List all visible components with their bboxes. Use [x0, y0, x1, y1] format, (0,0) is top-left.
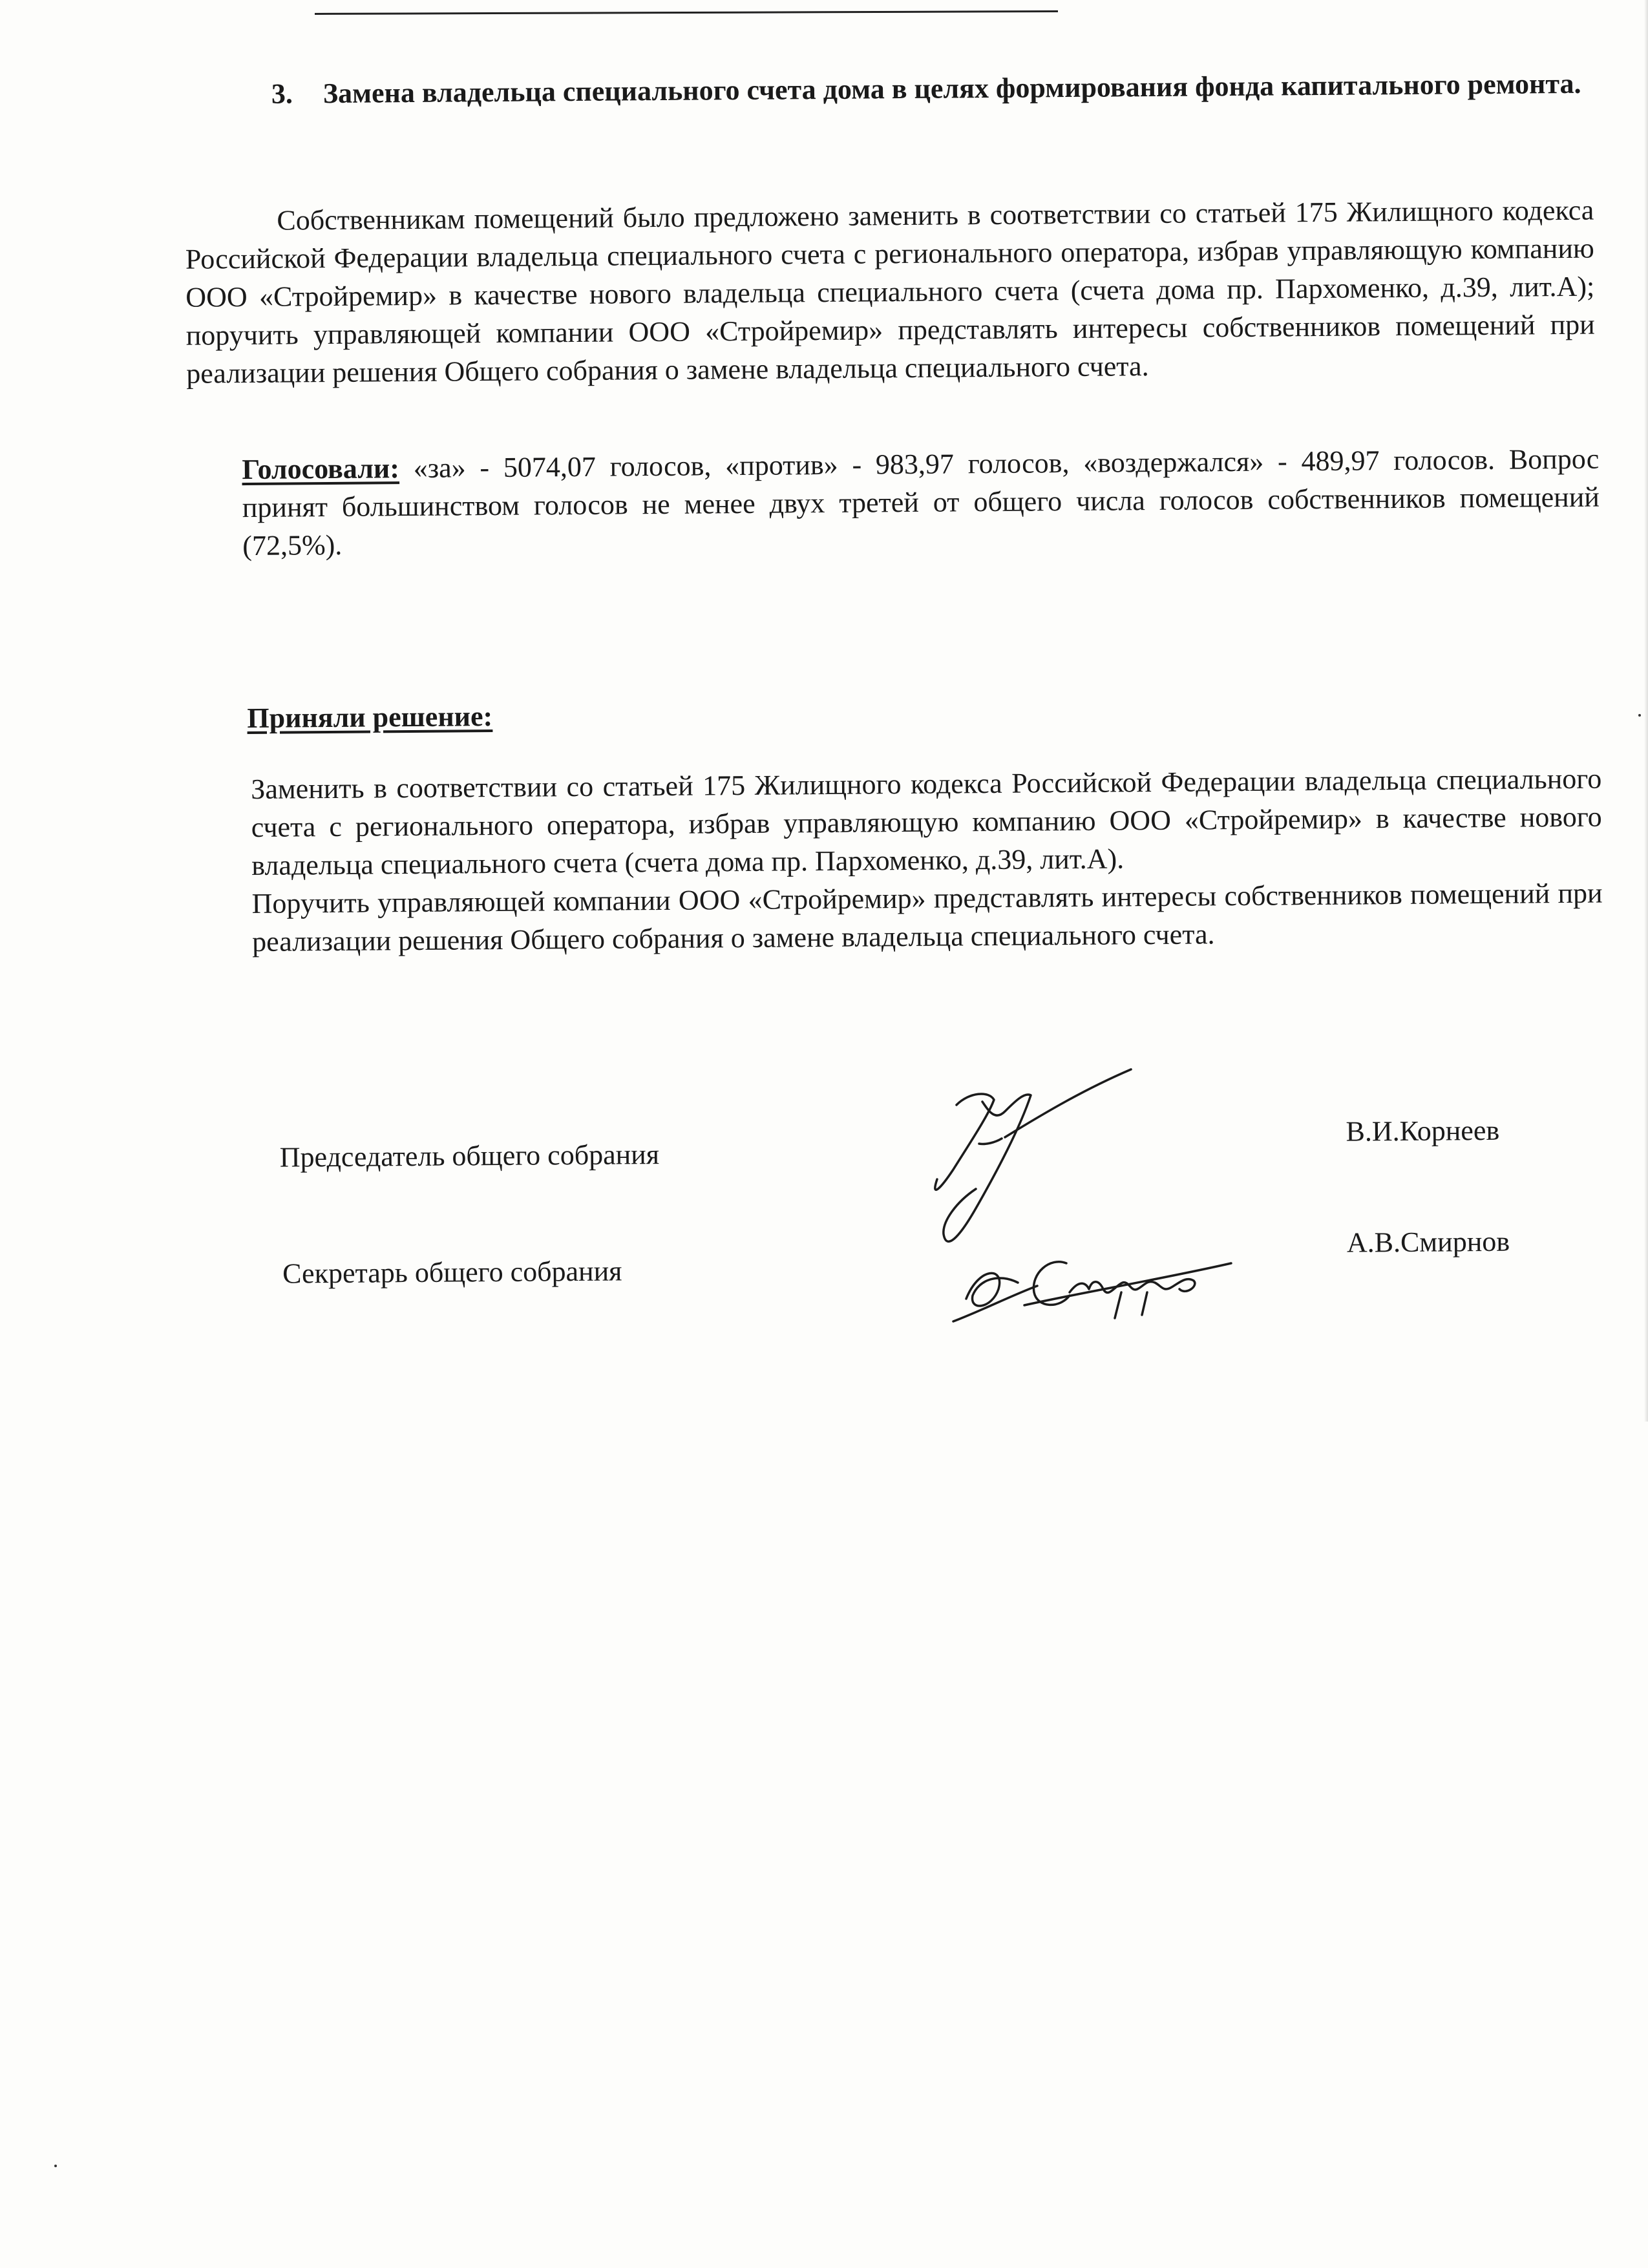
scan-speck	[1638, 714, 1641, 717]
section-heading	[271, 63, 1616, 114]
voting-paragraph	[242, 440, 1600, 565]
secretary-name: А.В.Смирнов	[1346, 1225, 1510, 1259]
intro-paragraph: Собственникам помещений было предложено заменить в соответствии со статьей 175 Жилищного кодекса Российской Федерации владельца специального счета с регионального оператора, избрав управляющую компанию ООО «Стройремир» в качестве нового владельца специального счета (счета дома пр. Пархоменко, д.39, лит.А); поручить управляющей компании ООО «Стройремир» представлять интересы собственников помещений при реализации решения Общего собрания о замене владельца специального счета.	[185, 194, 1595, 390]
decision-paragraph: Поручить управляющей компании ООО «Стройремир» представлять интересы собственников помещений при реализации решения Общего собрания о замене владельца специального счета.	[251, 877, 1603, 958]
scan-speck	[54, 2165, 57, 2167]
decision-block	[251, 760, 1603, 961]
decision-paragraph: Заменить в соответствии со статьей 175 Жилищного кодекса Российской Федерации владельца специального счета с регионального оператора, избрав управляющую компанию ООО «Стройремир» в качестве нового владельца специального счета (счета дома пр. Пархоменко, д.39, лит.А).	[251, 762, 1602, 881]
section-title: Замена владельца специального счета дома в целях формирования фонда капитального ремонта.	[322, 67, 1581, 110]
secretary-signature	[953, 1228, 1251, 1331]
section-number: 3.	[271, 78, 293, 110]
top-divider-line	[315, 10, 1058, 15]
voting-label: Голосовали:	[242, 452, 400, 486]
voting-text: «за» - 5074,07 голосов, «против» - 983,97 голосов, «воздержался» - 489,97 голосов. Вопрос принят большинством голосов не менее двух третей от общего числа голосов собственников помещений (72,5%).	[242, 443, 1600, 562]
scan-edge-shadow	[1644, 0, 1648, 1422]
secretary-role: Секретарь общего собрания	[282, 1255, 622, 1290]
chairman-role: Председатель общего собрания	[279, 1139, 660, 1173]
chairman-name: В.И.Корнеев	[1346, 1114, 1500, 1148]
decision-title: Приняли решение:	[247, 700, 493, 735]
